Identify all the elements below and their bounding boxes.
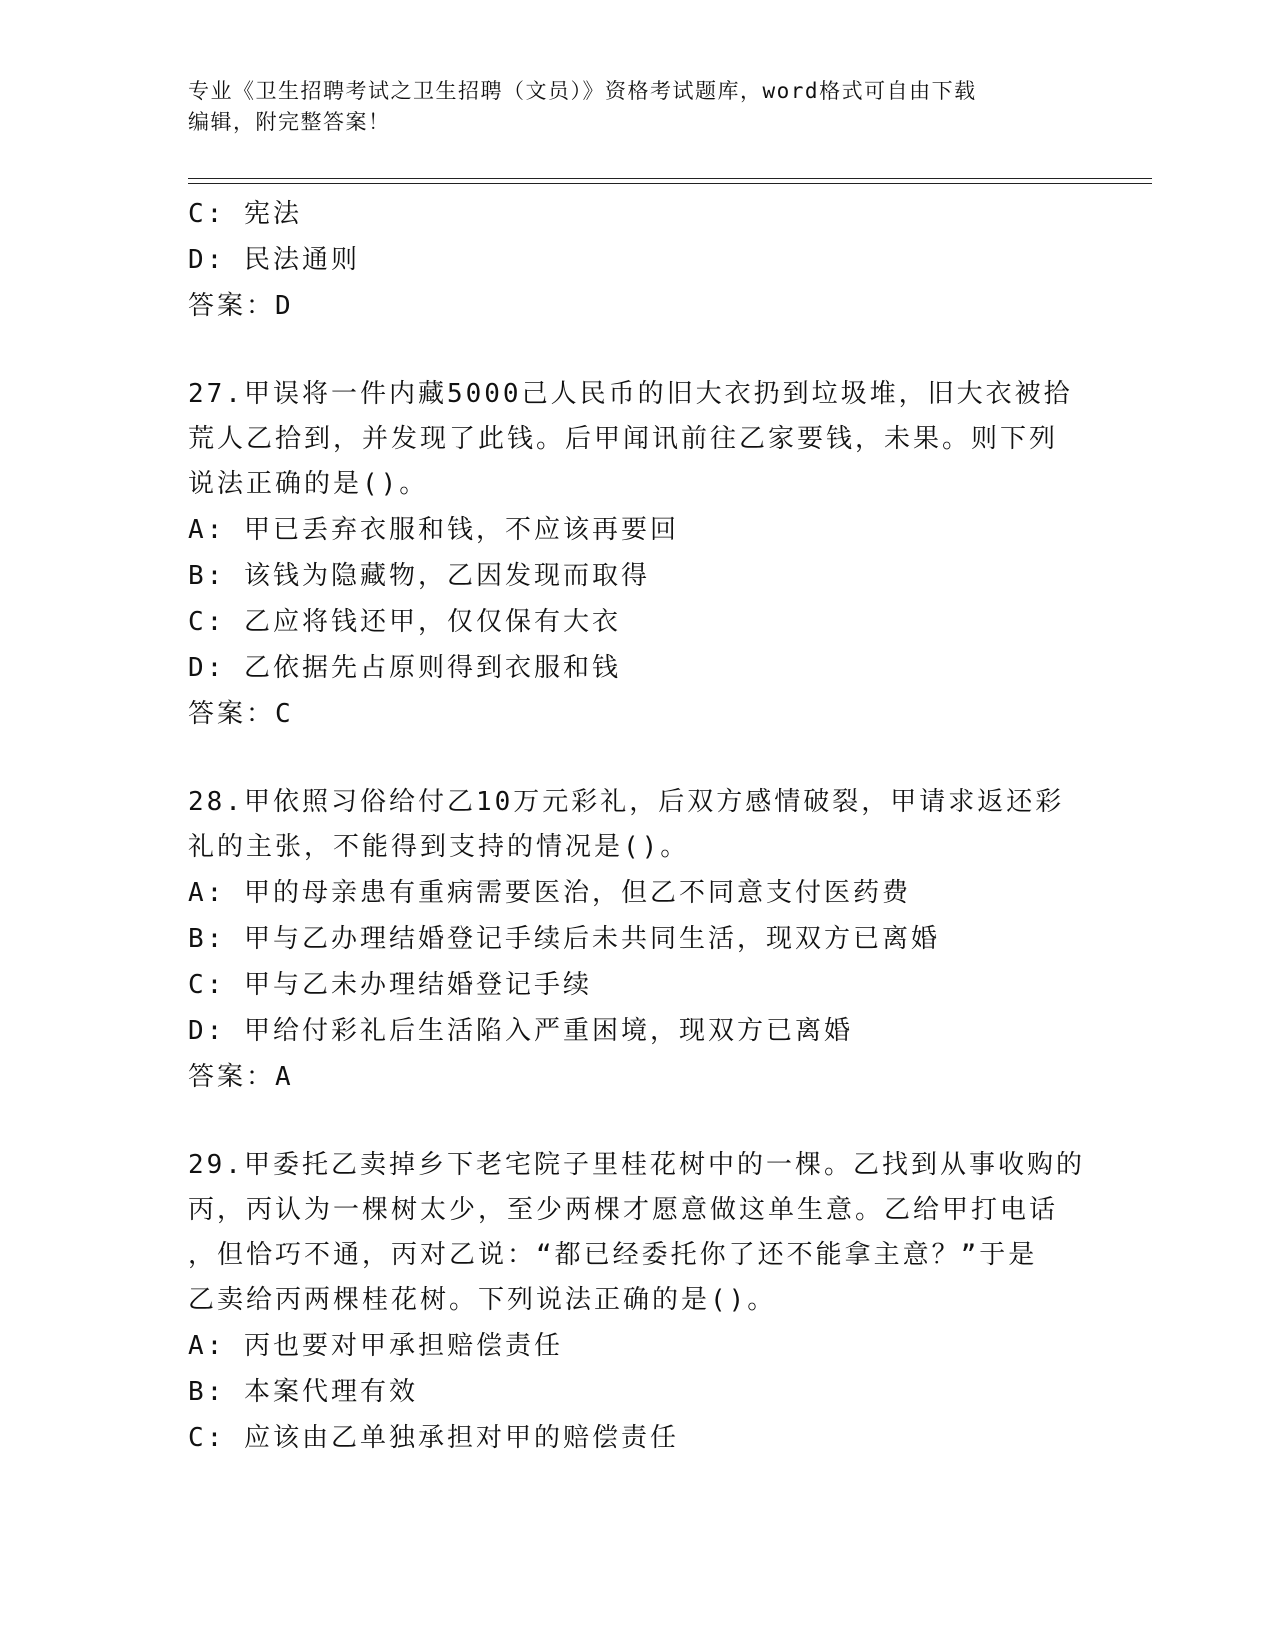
option-a: [188, 507, 1088, 553]
question-27: [188, 372, 1088, 737]
option-text: 乙依据先占原则得到衣服和钱: [243, 653, 621, 683]
option-c: [188, 1415, 1088, 1461]
option-b: [188, 553, 1088, 599]
option-text: 甲给付彩礼后生活陷入严重困境，现双方已离婚: [243, 1016, 853, 1046]
header-divider-top: [188, 178, 1152, 179]
question-stem-line: 28.甲依照习俗给付乙10万元彩礼，后双方感情破裂，甲请求返还彩: [188, 787, 1065, 817]
option-text: 甲与乙未办理结婚登记手续: [243, 970, 592, 1000]
option-letter: A:: [188, 1331, 226, 1361]
option-c: [188, 191, 1088, 237]
option-b: [188, 1369, 1088, 1415]
option-text: 甲与乙办理结婚登记手续后未共同生活，现双方已离婚: [243, 924, 940, 954]
answer-label: 答案：: [188, 699, 276, 729]
option-text: 甲已丢弃衣服和钱，不应该再要回: [243, 515, 679, 545]
question-stem-line: 乙卖给丙两棵桂花树。下列说法正确的是()。: [188, 1285, 777, 1315]
question-stem-line: 29.甲委托乙卖掉乡下老宅院子里桂花树中的一棵。乙找到从事收购的: [188, 1150, 1085, 1180]
option-letter: B:: [188, 924, 226, 954]
option-text: 丙也要对甲承担赔偿责任: [243, 1331, 563, 1361]
answer-line: [188, 1054, 1088, 1100]
option-letter: D:: [188, 245, 226, 275]
option-letter: D:: [188, 1016, 226, 1046]
header-divider-bottom: [188, 183, 1152, 184]
option-text: 乙应将钱还甲，仅仅保有大衣: [243, 607, 621, 637]
option-text: 民法通则: [243, 245, 360, 275]
answer-line: [188, 691, 1088, 737]
option-text: 本案代理有效: [243, 1377, 418, 1407]
question-29: [188, 1143, 1088, 1461]
option-a: [188, 870, 1088, 916]
option-letter: B:: [188, 561, 226, 591]
header-line-2: 编辑，附完整答案！: [188, 110, 391, 134]
option-d: [188, 1008, 1088, 1054]
option-letter: C:: [188, 199, 226, 229]
option-text: 该钱为隐藏物，乙因发现而取得: [243, 561, 650, 591]
question-26-tail: [188, 191, 1088, 329]
question-stem-line: ，但恰巧不通，丙对乙说：“都已经委托你了还不能拿主意？”于是: [188, 1240, 1038, 1270]
answer-value: D: [275, 291, 294, 321]
option-letter: B:: [188, 1377, 226, 1407]
option-letter: C:: [188, 970, 226, 1000]
question-stem-line: 27.甲误将一件内藏5000己人民币的旧大衣扔到垃圾堆，旧大衣被拾: [188, 379, 1073, 409]
answer-line: [188, 283, 1088, 329]
option-d: [188, 237, 1088, 283]
question-stem-line: 丙，丙认为一棵树太少，至少两棵才愿意做这单生意。乙给甲打电话: [188, 1195, 1059, 1225]
option-d: [188, 645, 1088, 691]
option-b: [188, 916, 1088, 962]
document-body: [188, 191, 1088, 1461]
option-text: 宪法: [243, 199, 302, 229]
header-line-1: 专业《卫生招聘考试之卫生招聘（文员）》资格考试题库，word格式可自由下载: [188, 79, 977, 103]
option-letter: A:: [188, 878, 226, 908]
question-stem-line: 荒人乙拾到，并发现了此钱。后甲闻讯前往乙家要钱，未果。则下列: [188, 424, 1059, 454]
option-c: [188, 962, 1088, 1008]
document-header: [188, 76, 1088, 138]
question-stem-line: 礼的主张，不能得到支持的情况是()。: [188, 832, 690, 862]
answer-label: 答案：: [188, 1062, 276, 1092]
option-letter: C:: [188, 607, 226, 637]
answer-value: A: [275, 1062, 294, 1092]
option-letter: D:: [188, 653, 226, 683]
answer-value: C: [275, 699, 294, 729]
question-stem-line: 说法正确的是()。: [188, 469, 429, 499]
option-letter: A:: [188, 515, 226, 545]
option-a: [188, 1323, 1088, 1369]
answer-label: 答案：: [188, 291, 276, 321]
question-28: [188, 780, 1088, 1100]
option-c: [188, 599, 1088, 645]
option-text: 应该由乙单独承担对甲的赔偿责任: [243, 1423, 679, 1453]
option-text: 甲的母亲患有重病需要医治，但乙不同意支付医药费: [243, 878, 911, 908]
option-letter: C:: [188, 1423, 226, 1453]
